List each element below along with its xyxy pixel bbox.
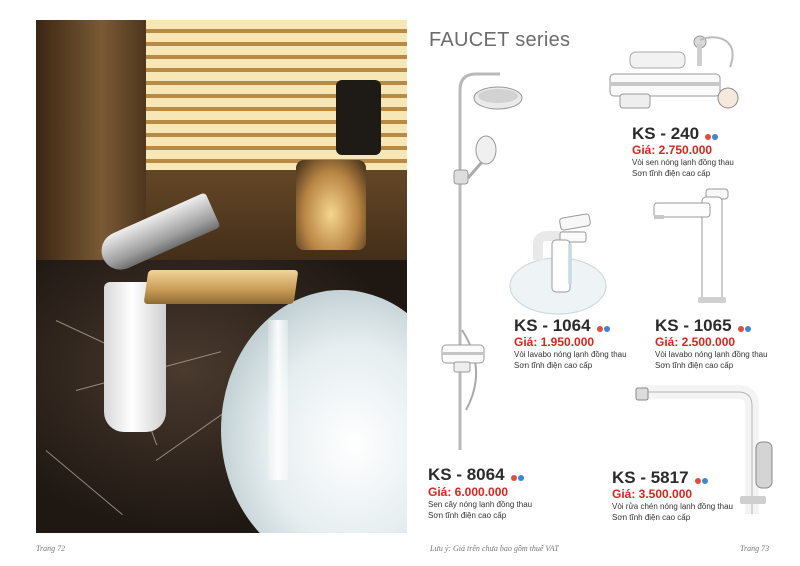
product-desc-line-1: Vòi sen nóng lạnh đồng thau: [632, 158, 734, 167]
photo-faucet-spout: [144, 270, 299, 304]
product-price-ks-5817: Giá: 3.500.000: [612, 487, 693, 501]
product-desc-line-1: Vòi lavabo nóng lạnh đồng thau: [655, 350, 768, 359]
product-desc-line-2: Sơn tĩnh điện cao cấp: [514, 361, 593, 370]
product-desc-ks-1064: [514, 349, 627, 371]
product-price-ks-1065: Giá: 2.500.000: [655, 335, 736, 349]
product-code-ks-5817: KS - 5817: [612, 468, 708, 489]
hot-cold-icon: [694, 469, 708, 489]
right-page-number: Trang 73: [740, 544, 770, 553]
hot-cold-icon: [510, 466, 524, 486]
product-price-ks-8064: Giá: 6.000.000: [428, 485, 509, 499]
product-desc-ks-240: [632, 157, 734, 179]
product-desc-line-1: Vòi lavabo nóng lạnh đồng thau: [514, 350, 627, 359]
product-desc-ks-8064: [428, 499, 532, 521]
hot-cold-icon: [737, 317, 751, 337]
product-desc-line-1: Sen cây nóng lạnh đồng thau: [428, 500, 533, 509]
hot-cold-icon: [704, 125, 718, 145]
product-code-ks-8064: KS - 8064: [428, 465, 524, 486]
photo-water-stream: [268, 320, 288, 480]
product-desc-line-2: Sơn tĩnh điện cao cấp: [428, 511, 507, 520]
product-desc-line-2: Sơn tĩnh điện cao cấp: [655, 361, 734, 370]
product-code-ks-240: KS - 240: [632, 124, 718, 145]
left-page-number: Trang 72: [36, 544, 66, 553]
photo-faucet-body: [104, 282, 166, 432]
vat-note: Lưu ý: Giá trên chưa bao gồm thuế VAT: [430, 544, 559, 553]
bathroom-faucet-photo: [36, 20, 407, 533]
product-desc-line-2: Sơn tĩnh điện cao cấp: [632, 169, 711, 178]
product-price-ks-240: Giá: 2.750.000: [632, 143, 713, 157]
product-desc-ks-1065: [655, 349, 768, 371]
bath-shower-mixer-image: [600, 32, 750, 114]
basin-faucet-tall-image: [648, 185, 738, 310]
hot-cold-icon: [596, 317, 610, 337]
photo-jar: [336, 80, 381, 155]
product-code-ks-1065: KS - 1065: [655, 316, 751, 337]
product-desc-line-2: Sơn tĩnh điện cao cấp: [612, 513, 691, 522]
series-title: FAUCET series: [429, 29, 571, 51]
basin-faucet-short-image: [508, 208, 608, 318]
photo-candle: [296, 160, 366, 250]
product-desc-line-1: Vòi rửa chén nóng lạnh đồng thau: [612, 502, 734, 511]
product-price-ks-1064: Giá: 1.950.000: [514, 335, 595, 349]
product-code-ks-1064: KS - 1064: [514, 316, 610, 337]
product-desc-ks-5817: [612, 501, 733, 523]
